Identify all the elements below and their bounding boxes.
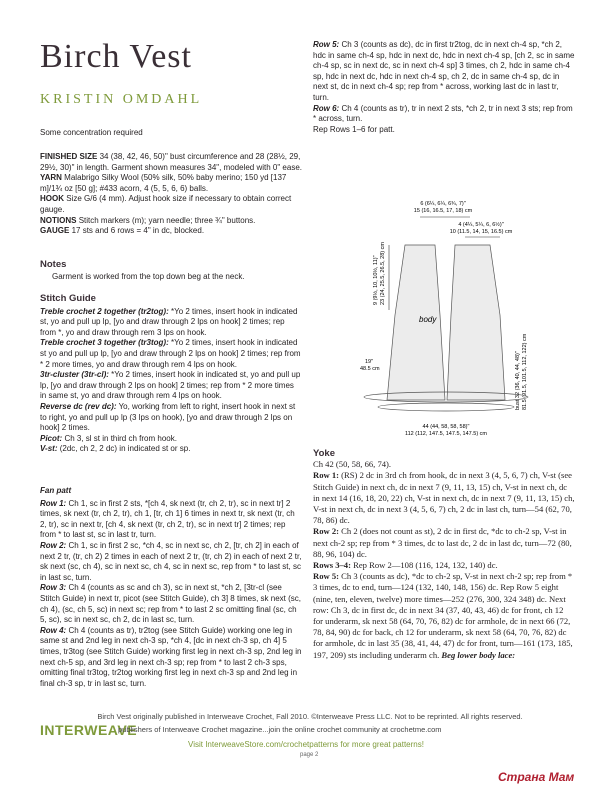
footer-store-link[interactable]: Visit InterweaveStore.com/crochetpatterns for more great patterns! [188,740,424,749]
stitch-name: V-st: [40,444,58,454]
top-width-cm: 15 (16, 16.5, 17, 18) cm [413,208,473,214]
row-label: Row 6: [313,103,340,113]
vest-schematic [325,195,580,445]
stitch-guide-heading: Stitch Guide [40,293,96,304]
finished-text: 34 (38, 42, 46, 50)" bust circumference and 28 (28½, 29, 29½, 30)" in length. Garment shown measures 34", modeled with 0" ease. [40,152,302,172]
row-label: Row 5: [313,571,340,582]
stitch-name: Treble crochet 2 together (tr2tog): [40,306,169,316]
stitch-text: *Yo 2 times, insert hook in indicated st, yo and pull up lp, [yo and draw through 2 lps on hook] 2 times; rep from *, yo and draw through rem 3 lps on hook. [40,306,298,337]
interweave-logo: INTERWEAVE [40,722,138,738]
stitch-guide-section [40,294,302,455]
row-label: Row 3: [40,583,67,593]
specs-block [40,152,302,237]
page-number: page 2 [300,752,319,758]
notions-label: NOTIONS [40,215,77,225]
hook-label: HOOK [40,194,64,204]
armhole-cm: 23 (24, 25.5, 26.5, 28) cm [380,242,386,305]
yarn-text: Malabrigo Silky Wool (50% silk, 50% baby merino; 150 yd [137 m]/1¾ oz [50 g]; #433 acorn, 4 (5, 5, 6, 6) balls. [40,173,287,193]
row-label: Row 1: [40,498,67,508]
stitch-name: Picot: [40,433,63,443]
row-label: Row 2: [40,540,67,550]
row-text: (RS) 2 dc in 3rd ch from hook, dc in next 3 (4, 5, 6, 7) ch, V-st (see Stitch Guide) in next ch, dc in next 7 (9, 11, 13, 15) ch, V-st in next ch, dc in next 14 (16, 18, 20, 22) ch, V-st in next ch, dc in next 7 (9, 11, 13, 15) ch, V-st in next ch, dc in next 3 (4, 5, 6, 7) ch, 2 dc in last ch, turn—54 (62, 70, 78, 86) dc. [313,470,575,526]
pattern-title: Birch Vest [40,38,192,75]
row-label: Row 4: [40,625,67,635]
author-name: KRISTIN OMDAHL [40,92,203,107]
bust-label: bust 32 (36, 40, 44, 48)" [515,351,521,410]
notes-heading: Notes [40,259,67,270]
gauge-label: GAUGE [40,226,70,236]
stitch-name: 3tr-cluster (3tr-cl): [40,370,109,380]
row-text: Ch 3 (counts as dc), dc in first tr2tog, dc in next ch-4 sp, *ch 2, hdc in same ch-4 sp, hdc in next dc, hdc in next ch-4 sp, [ch 2, sc in same ch-4 sp, sc in next dc, sc in next ch-4 sp] 3 times, ch 2, hdc in same ch-4 sp, hdc in next dc, hdc in next ch-4 sp, ch 2, dc in same ch-4 sp, dc in next st, dc in next ch-4 sp; rep from * across, working last dc in last tr, turn. [313,40,575,102]
front-panel-right [447,245,505,400]
armhole-label: 9 (9½, 10, 10½, 11)" [373,255,379,305]
stitch-name: Treble crochet 3 together (tr3tog): [40,338,169,348]
watermark: Страна Мам [498,770,575,784]
stitch-name: Reverse dc (rev dc): [40,401,117,411]
row-text: Ch 4 (counts as tr), tr2tog (see Stitch Guide) working one leg in same st and 2nd leg in next ch-3 sp, *ch 4, [dc in next ch-3 sp, ch 4] 5 times, tr3tog (see Stitch Guide) working first leg in next ch-3 sp, 2nd leg in next ch-5 sp, and 3rd leg in next ch-3 sp; rep from * to last 2 ch-3 sps, omitting final tr3tog, tr2tog working first leg in next ch-3 sp and 2nd leg in final ch-3 sp, tr in last sc, turn. [40,625,302,688]
fan-patt-continued [313,40,575,135]
stitch-text: Yo, working from left to right, insert hook in next st to right, yo and pull up lp (3 lps on hook), [yo and draw through 2 lps on hook] 2 times. [40,401,296,433]
row-label: Row 2: [313,526,340,537]
length-label: 19" [365,359,374,365]
skill-level: Some concentration required [40,128,143,137]
row-text: Ch 2 (does not count as st), 2 dc in first dc, *dc to ch-2 sp, V-st in next ch-2 sp; rep from * 3 times, dc to last dc, 2 dc in last dc, turn—72 (80, 88, 96, 104) dc. [313,526,572,559]
yoke-intro: Ch 42 (50, 58, 66, 74). [313,459,392,470]
top-width-label: 6 (6¼, 6¼, 6¾, 7)" [420,201,466,207]
shoulder-label: 4 (4¼, 5¼, 6, 6½)" [458,222,504,228]
hem-label: 44 (44, 58, 58, 58)" [422,424,470,430]
row-text: Ch 4 (counts as tr), tr in next 2 sts, *ch 2, tr in next 3 sts; rep from * across, turn. [313,103,573,124]
row-text: Rep Row 2—108 (116, 124, 132, 140) dc. [350,560,498,571]
repeat-note: Rep Rows 1–6 for patt. [313,124,395,134]
hem-cm: 112 (112, 147.5, 147.5, 147.5) cm [404,431,488,437]
fan-patt-heading: Fan patt [40,486,72,495]
row-label: Row 1: [313,470,340,481]
length-cm: 48.5 cm [360,366,380,372]
yoke-heading: Yoke [313,448,336,459]
yoke-section [313,448,575,661]
notes-text: Garment is worked from the top down beg at the neck. [52,272,245,281]
row-label: Rows 3–4: [313,560,351,571]
row-text: Ch 1, sc in first 2 sc, *ch 4, sc in next sc, ch 2, [tr, ch 2] in each of next 2 tr, (tr, ch 2) 2 times in each of next 2 tr, (tr, ch 2) in each of next 2 tr, sk next (sc, ch 4), sc in next sc, ch 4, sc in next sc, rep from * to last st, sc in last sc, turn. [40,540,302,582]
footer-credit: Birch Vest originally published in Interweave Crochet, Fall 2010. ©Interweave Press LLC. Not to be reprinted. All rights reserved. [97,712,523,721]
row-text: Ch 3 (counts as dc), *dc to ch-2 sp, V-st in next ch-2 sp; rep from * 3 times, dc to end, turn—124 (132, 140, 148, 156) dc. Rep Row 5 eight (nine, ten, eleven, twelve) more times—252 (276, 300, 324 348) dc. Next row: Ch 3, dc in first dc, dc in next 34 (37, 40, 43, 46) dc for front, ch 12 for underarm, sk next 58 (64, 70, 76, 82) dc for armhole, dc in next 66 (72, 78, 84, 90) dc for back, ch 12 for underarm, sk next 58 (64, 70, 76, 82) dc for armhole, dc in last 35 (38, 41, 44, 47) dc for front, turn—161 (173, 185, 197, 209) sts including underarm ch. [313,571,573,660]
finished-label: FINISHED SIZE [40,152,98,161]
yarn-label: YARN [40,173,62,183]
notes-section [40,259,302,283]
stitch-text: *Yo 2 times, insert hook in indicated st, yo and pull up lp, [yo and draw through 2 lps on hook] 2 times; rep from * 2 more times in same st, yo and draw through rem 4 lps on hook. [40,370,301,401]
hook-text: Size G/6 (4 mm). Adjust hook size if necessary to obtain correct gauge. [40,194,292,214]
footer-publisher-line: publishers of Interweave Crochet magazine...join the online crochet community at crochetme.com [118,725,442,734]
lower-body-lace: Beg lower body lace: [441,649,516,660]
notions-text: Stitch markers (m); yarn needle; three ¾" buttons. [78,215,256,225]
bust-cm: 81.5 (91.5, 101.5, 112, 122) cm [522,333,528,410]
row-text: Ch 1, sc in first 2 sts, *[ch 4, sk next (tr, ch 2, tr), sc in next tr] 2 times, sk next (tr, ch 2, tr), ch 1, [tr, ch 1] 6 times in next tr, sk next (tr, ch 2, tr), sc in next tr, [ch 4, sk next (tr, ch 2, tr), sc in next tr] 2 times; rep from * to last st, sc in last tr, turn. [40,498,295,540]
shoulder-cm: 10 (11.5, 14, 15, 16.5) cm [449,229,513,235]
stitch-text: Ch 3, sl st in third ch from hook. [62,433,177,443]
body-label: body [419,315,437,324]
row-text: Ch 4 (counts as sc and ch 3), sc in next st, *ch 2, [3tr-cl (see Stitch Guide) in next tr, picot (see Stitch Guide), ch 3] 8 times, sk next (sc, ch 4), (sc, ch 5, sc) in next sc; rep from * to last 2 sc omitting final (sc, ch 5, sc), sc in next sc, ch 2, dc in last sc, turn. [40,583,301,625]
fan-patt-section [40,486,302,689]
stitch-text: *Yo 2 times, insert hook in indicated st yo and pull up lp, [yo and draw through 2 lps on hook] 2 times; rep from * 2 more times, yo and draw through rem 4 lps on hook. [40,338,301,369]
gauge-text: 17 sts and 6 rows = 4" in dc, blocked. [71,226,205,236]
stitch-text: (2dc, ch 2, 2 dc) in indicated st or sp. [57,444,191,454]
row-label: Row 5: [313,40,340,49]
